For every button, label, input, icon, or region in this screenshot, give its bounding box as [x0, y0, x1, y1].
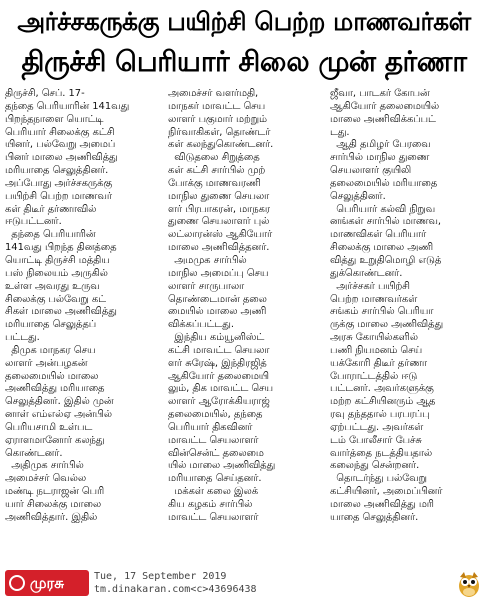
article-line: கலைந்து சென்றனர்.	[330, 460, 420, 472]
murasu-logo	[5, 570, 89, 596]
article-line: ஆதி தமிழர் பேரவை	[330, 139, 431, 151]
article-line: விக்கப்பட்டது.	[168, 319, 234, 331]
article-line: பெரியசாமி உள்பட	[5, 421, 93, 433]
article-line: மாநில அமைப்பு செய	[168, 267, 269, 279]
article-line: டது.	[330, 126, 350, 138]
article-line: லாளர் ஆரோக்கியராஜ்	[168, 396, 270, 408]
article-line: லாளர் சாருபாலா	[168, 280, 245, 292]
article-line: கள் திடீர் தர்ணாவில்	[5, 203, 97, 215]
article-line: அரசு கோயில்களில்	[330, 332, 418, 344]
article-line: சங்கம் சார்பில் பெரியா	[330, 306, 434, 318]
article-line: ஈடுபட்டனர்.	[5, 216, 62, 228]
article-line: ஏராளமானோர் கலந்து	[5, 434, 105, 446]
article-line: ளர் சுரேஷ், இந்திரஜித்	[168, 357, 267, 369]
article-line: னங்கள் சார்பில் மாணவ,	[330, 216, 441, 228]
article-line: திமுக மாநகர செய	[5, 344, 96, 356]
article-line: மக்கள் கலை இலக்	[168, 486, 259, 498]
article-line: துக்கொண்டனர்.	[330, 267, 403, 279]
article-line: மரியாதை செய்தனர்.	[168, 473, 262, 485]
article-line: தொடர்ந்து பல்வேறு	[330, 473, 427, 485]
article-column-1	[5, 88, 165, 525]
article-line: ளர் பிரபாகரன், மாநகர	[168, 203, 270, 215]
article-line: துணை செயலாளர் புல்	[168, 216, 270, 228]
article-line: நிர்வாகிகள், தொண்டர்	[168, 126, 271, 138]
article-line: மாநகர் மாவட்ட செய	[168, 100, 266, 112]
article-line: மாவட்ட செயலாளர்	[168, 434, 259, 446]
article-line: கொண்டனர்.	[5, 447, 63, 459]
article-line: மண்டி நடராஜன் பெரி	[5, 486, 105, 498]
article-line: செலுத்தினர். இதில் முன்	[5, 396, 114, 408]
article-line: கிய கழகம் சார்பில்	[168, 499, 253, 510]
article-line: உள்ள அவரது உருவ	[5, 280, 100, 292]
article-line: செயலாளர் குயிலி	[330, 165, 412, 177]
article-line: மாலை அணிவித்து மரி	[330, 499, 434, 510]
article-line: பெற்ற மாணவர்கள்	[330, 293, 418, 305]
article-line: கட்சி மாவட்ட செயலா	[168, 344, 270, 356]
publication-date: Tue, 17 September 2019	[94, 571, 227, 582]
article-line: போக்கு மாணவரணி	[168, 177, 261, 189]
article-line: தலைமையில் மாலை	[5, 370, 99, 382]
article-column-2	[168, 88, 328, 525]
article-line: யார் சிலைக்கு மாலை	[5, 499, 102, 510]
article-line: தொண்டைமான் தலை	[168, 293, 267, 305]
article-line: வார்த்தை நடத்தியதால்	[330, 447, 433, 459]
article-line: சிலைக்கு மாலை அணி	[330, 242, 433, 254]
article-line: அப்போது அர்ச்சகருக்கு	[5, 177, 113, 189]
footer-bar	[0, 568, 488, 600]
article-line: லட்லாரன்ஸ் ஆகியோர்	[168, 229, 273, 241]
article-column-3	[330, 88, 485, 525]
logo-text: முரசு	[29, 574, 65, 592]
article-line: யினர், பல்வேறு அமைப்	[5, 139, 116, 151]
article-line: மரியாதை செலுத்தப்	[5, 319, 97, 331]
article-line: மாணவிகள் பெரியார்	[330, 229, 427, 241]
article-line: மாநில துணை செயலா	[168, 190, 270, 202]
article-line: பெரியார் சிலைக்கு கட்சி	[5, 126, 115, 138]
article-line: விடுதலை சிறுத்தை	[168, 152, 260, 164]
article-line: தந்தை பெரியாரின்	[5, 229, 96, 241]
article-line: ரவு தந்ததால் பரபரப்பு	[330, 409, 430, 421]
article-line: சிகள் மாலை அணிவித்து	[5, 306, 117, 318]
article-line: லாளர் பகுமார் மற்றும்	[168, 113, 267, 125]
article-line: சிலைக்கு பல்வேறு கட்	[5, 293, 107, 305]
article-line: போராட்டத்தில் ஈடு	[330, 370, 418, 382]
article-line: அமைச்சர் வளர்மதி,	[168, 88, 259, 99]
article-line: ஏற்பட்டது. அவர்கள்	[330, 421, 424, 433]
owl-mascot-icon	[456, 570, 482, 598]
article-line: அணிவித்து மரியாதை	[5, 383, 105, 395]
article-line: ஜீவா, பாடகர் கோபன்	[330, 88, 430, 99]
article-line: பயிற்சி பெற்ற மாணவர்	[5, 190, 112, 202]
article-line: வின்சென்ட் தலைமை	[168, 447, 264, 459]
article-line: அமமுக சார்பில்	[168, 254, 247, 266]
article-line: டம் போலீசார் பேச்சு	[330, 434, 422, 446]
article-line: இந்திய கம்யூனிஸ்ட்	[168, 332, 265, 344]
article-line: அதிமுக சார்பில்	[5, 460, 84, 472]
source-url[interactable]: tm.dinakaran.com<c>43696438	[94, 584, 257, 595]
article-line: பினர் மாலை அணிவித்து	[5, 152, 118, 164]
article-line: யாதை செலுத்தினர்.	[330, 511, 419, 523]
article-line: கட்சியினர், அமைப்பினர்	[330, 486, 443, 498]
article-line: யக்கோரி திடீர் தர்ணா	[330, 357, 428, 369]
article-line: பெரியார் திகவினர்	[168, 421, 253, 433]
article-line: கள் கட்சி சார்பில் முற்	[168, 165, 266, 177]
article-line: லாளர் அன்பழகன்	[5, 357, 88, 369]
headline-line-2: திருச்சி பெரியார் சிலை முன் தர்ணா	[21, 45, 467, 78]
article-line: 141வது பிறந்த தினத்தை	[5, 242, 117, 254]
article-line: அர்ச்சகர் பயிற்சி	[330, 280, 410, 292]
article-line: செலுத்தினர்.	[330, 190, 386, 202]
article-line: சார்பில் மாநில துணை	[330, 152, 430, 164]
article-line: ஆகியோர் தலைமையில்	[330, 100, 440, 112]
article-line: மாலை அணிவித்தனர்.	[168, 242, 270, 254]
article-line: மாவட்ட செயலாளர்	[168, 511, 259, 523]
article-line: ருக்கு மாலை அணிவித்து	[330, 319, 444, 331]
article-line: மரியாதை செலுத்தினர்.	[5, 165, 109, 177]
article-line: தலைமையில் மரியாதை	[330, 177, 438, 189]
headline-line-1: அர்ச்சகருக்கு பயிற்சி பெற்ற மாணவர்கள்	[17, 7, 471, 36]
article-line: பட்டது.	[5, 332, 40, 344]
article-line: வித்து உறுதிமொழி எடுத்	[330, 254, 442, 266]
article-line: தலைமையில், தந்தை	[168, 409, 263, 421]
article-line: பெரியார் கல்வி நிறுவ	[330, 203, 436, 215]
article-line: மையில் மாலை அணி	[168, 306, 267, 318]
article-line: யொட்டி திருச்சி மத்திய	[5, 254, 110, 266]
article-line: பிறந்தநாளை யொட்டி	[5, 113, 104, 125]
article-line: ஆகியோர் தலைமையி	[168, 370, 269, 382]
article-line: மற்ற கட்சியினரும் ஆத	[330, 396, 436, 408]
article-line: தந்தை பெரியாரின் 141வது	[5, 100, 130, 112]
article-line: கள் கலந்துகொண்டனர்.	[168, 139, 274, 151]
article-line: னாள் எம்எல்ஏ அன்பில்	[5, 409, 112, 421]
article-line: பஸ் நிலையம் அருகில்	[5, 267, 108, 279]
article-line: யில் மாலை அணிவித்து	[168, 460, 276, 472]
article-line: மாலை அணிவிக்கப்பட்	[330, 113, 436, 125]
article-line: லும், திக மாவட்ட செய	[168, 383, 273, 395]
article-line: அமைச்சர் வெல்ல	[5, 473, 87, 485]
article-line: பணி நியமனம் செய்	[330, 344, 423, 356]
article-line: அணிவித்தார். இதில்	[5, 511, 98, 523]
article-line: பட்டனர். அவர்களுக்கு	[330, 383, 434, 395]
article-line: திருச்சி, செப். 17-	[5, 88, 85, 99]
